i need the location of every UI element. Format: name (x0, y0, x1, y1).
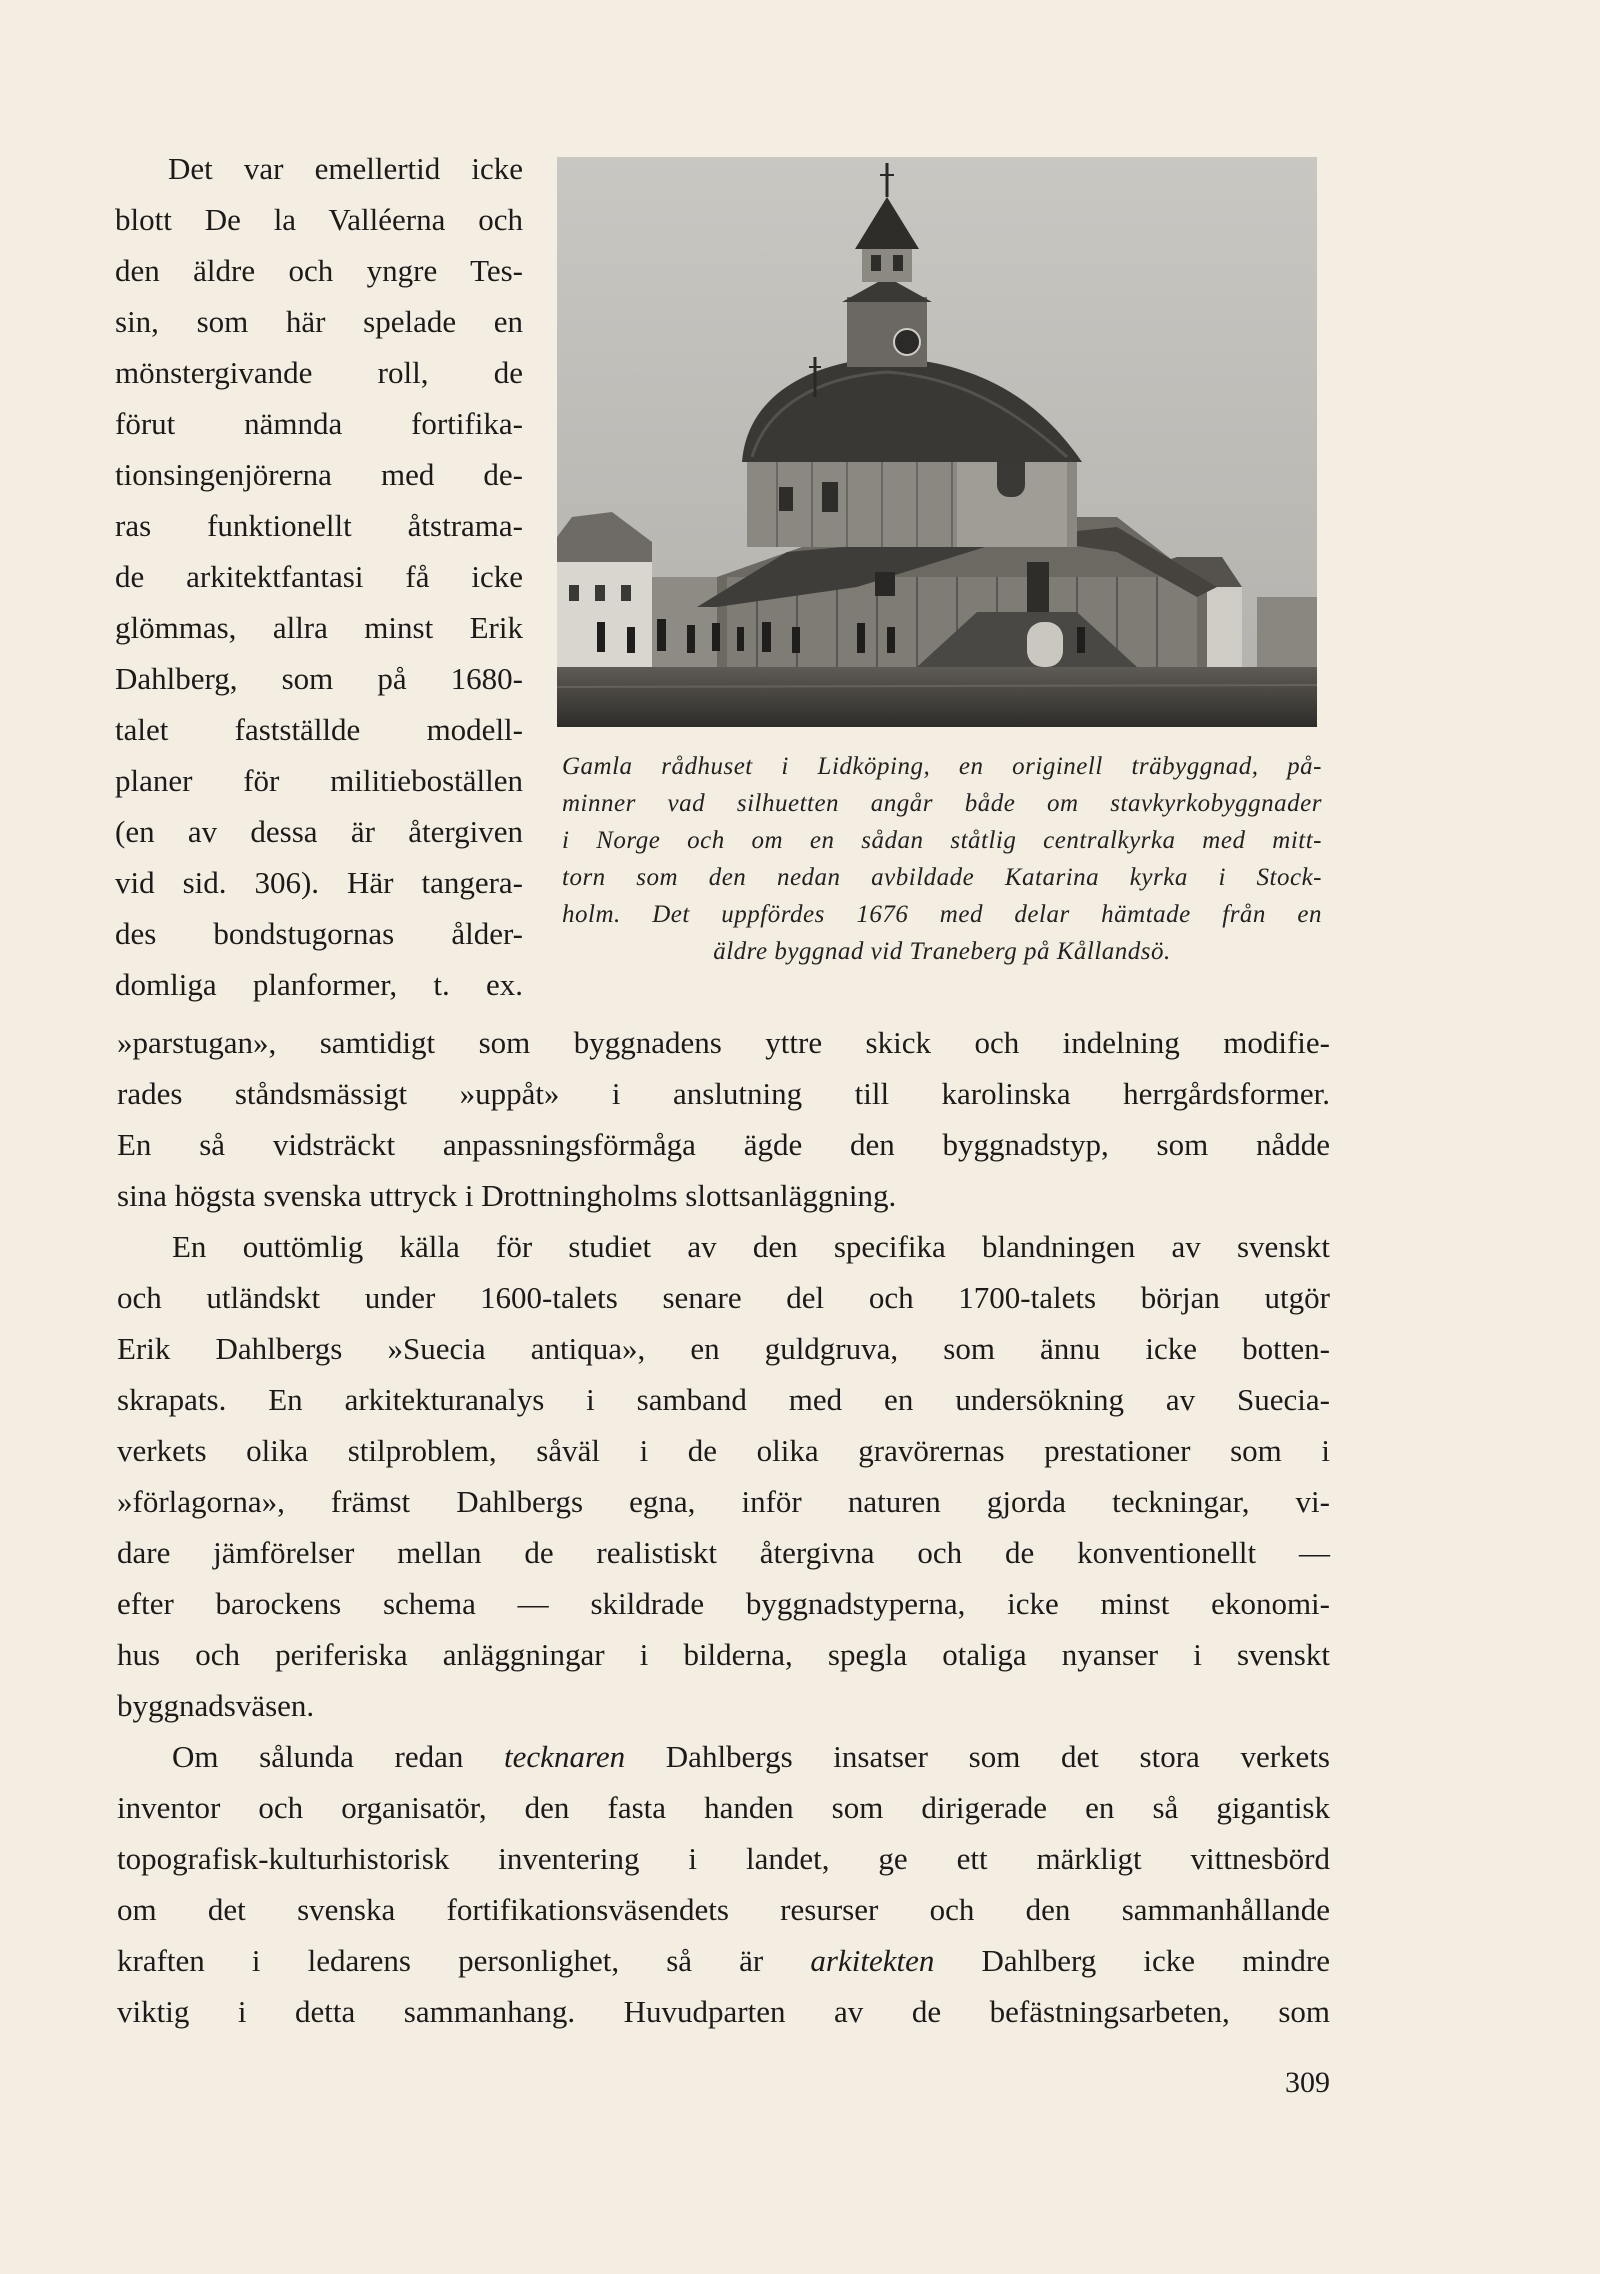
left-column-line: de arkitektfantasi få icke (115, 559, 523, 594)
photo-caption-line: holm. Det uppfördes 1676 med delar hämtade från en (562, 901, 1322, 928)
body-text-line (172, 1740, 1330, 1774)
text-run: Dahlbergs insatser som det stora verkets (625, 1739, 1330, 1774)
body-text-line: verkets olika stilproblem, såväl i de olika gravörernas prestationer som i (117, 1433, 1330, 1468)
body-text-line: rades ståndsmässigt »uppåt» i anslutning till karolinska herrgårdsformer. (117, 1076, 1330, 1111)
text-run: kraften i ledarens personlighet, så är (117, 1943, 811, 1978)
body-text-line: viktig i detta sammanhang. Huvudparten av de befästningsarbeten, som (117, 1994, 1330, 2029)
left-column-line: glömmas, allra minst Erik (115, 610, 523, 645)
left-column-line: den äldre och yngre Tes- (115, 253, 523, 288)
body-text-line: skrapats. En arkitekturanalys i samband med en undersökning av Suecia- (117, 1382, 1330, 1417)
text-run: Om sålunda redan (172, 1739, 505, 1774)
left-column-line: talet fastställde modell- (115, 712, 523, 747)
body-text-line: dare jämförelser mellan de realistiskt återgivna och de konventionellt — (117, 1535, 1330, 1570)
photo-caption-line: Gamla rådhuset i Lidköping, en originell träbyggnad, på- (562, 753, 1322, 780)
left-column-line: domliga planformer, t. ex. (115, 967, 523, 1002)
left-column-line: Det var emellertid icke (168, 151, 523, 186)
left-column-line: planer för militieboställen (115, 763, 523, 798)
left-column-line: förut nämnda fortifika- (115, 406, 523, 441)
body-text-line: »förlagorna», främst Dahlbergs egna, inför naturen gjorda teckningar, vi- (117, 1484, 1330, 1519)
body-text-line: »parstugan», samtidigt som byggnadens yttre skick och indelning modifie- (117, 1025, 1330, 1060)
body-text-line: hus och periferiska anläggningar i bilderna, spegla otaliga nyanser i svenskt (117, 1637, 1330, 1672)
emphasis-text: tecknaren (504, 1739, 626, 1774)
left-column-line: des bondstugornas ålder- (115, 916, 523, 951)
town-hall-photograph (557, 157, 1317, 727)
body-text-line: och utländskt under 1600-talets senare del och 1700-talets början utgör (117, 1280, 1330, 1315)
body-text-line: En så vidsträckt anpassningsförmåga ägde den byggnadstyp, som nådde (117, 1127, 1330, 1162)
photo-caption-line: i Norge och om en sådan ståtlig centralkyrka med mitt- (562, 827, 1322, 854)
left-column-line: (en av dessa är återgiven (115, 814, 523, 849)
page-number: 309 (1285, 2066, 1330, 2099)
left-column-line: ras funktionellt åtstrama- (115, 508, 523, 543)
body-text-line: byggnadsväsen. (117, 1688, 315, 1723)
body-text-line (117, 1944, 1330, 1978)
left-column-line: mönstergivande roll, de (115, 355, 523, 390)
body-text-line: sina högsta svenska uttryck i Drottningholms slottsanläggning. (117, 1178, 897, 1213)
photo-caption-line: torn som den nedan avbildade Katarina kyrka i Stock- (562, 864, 1322, 891)
emphasis-text: arkitekten (810, 1943, 935, 1978)
left-column-line: Dahlberg, som på 1680- (115, 661, 523, 696)
left-column-line: sin, som här spelade en (115, 304, 523, 339)
photo-caption-line: äldre byggnad vid Traneberg på Kållandsö. (713, 938, 1171, 965)
left-column-line: tionsingenjörerna med de- (115, 457, 523, 492)
body-text-line: topografisk-kulturhistorisk inventering i landet, ge ett märkligt vittnesbörd (117, 1841, 1330, 1876)
photo-caption-line: minner vad silhuetten angår både om stavkyrkobyggnader (562, 790, 1322, 817)
body-text-line: En outtömlig källa för studiet av den specifika blandningen av svenskt (172, 1229, 1330, 1264)
body-text-line: Erik Dahlbergs »Suecia antiqua», en guldgruva, som ännu icke botten- (117, 1331, 1330, 1366)
left-column-line: blott De la Valléerna och (115, 202, 523, 237)
body-text-line: inventor och organisatör, den fasta handen som dirigerade en så gigantisk (117, 1790, 1330, 1825)
text-run: Dahlberg icke mindre (934, 1943, 1330, 1978)
body-text-line: efter barockens schema — skildrade byggnadstyperna, icke minst ekonomi- (117, 1586, 1330, 1621)
left-column-line: vid sid. 306). Här tangera- (115, 865, 523, 900)
body-text-line: om det svenska fortifikationsväsendets resurser och den sammanhållande (117, 1892, 1330, 1927)
